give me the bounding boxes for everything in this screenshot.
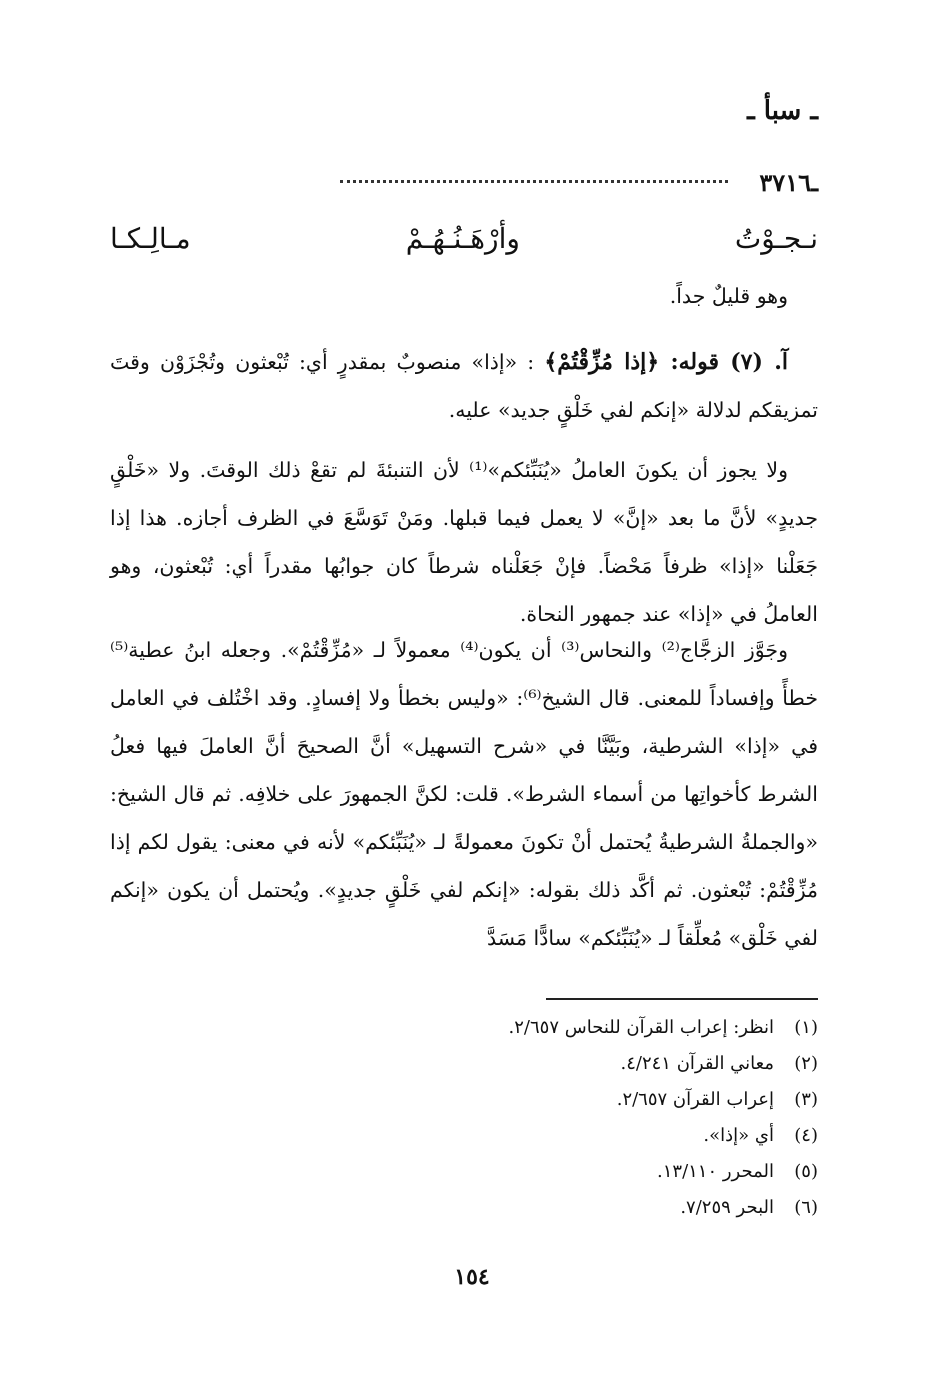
- surah-header: ـ سبأ ـ: [747, 96, 818, 126]
- footnote-text: انظر: إعراب القرآن للنحاس ٢/٦٥٧.: [508, 1017, 774, 1038]
- footnote-1: [298, 1010, 818, 1046]
- footnote-text: أي «إذا».: [703, 1125, 774, 1146]
- poem-word-3: مـالِـكـا: [110, 221, 191, 255]
- footnote-divider: [546, 998, 818, 1000]
- paragraph-seven-rest: : «إذا» منصوبٌ بمقدرٍ أي: تُبْعثون وتُجْزَوْن وقتَ تمزيقكم لدلالة «إنكم لفي خَلْقٍ جديد» عليه.: [110, 350, 818, 422]
- footnote-text: البحر ٧/٢٥٩.: [680, 1197, 774, 1218]
- paragraph-seven: [110, 338, 818, 434]
- paragraph-intro: [110, 272, 818, 320]
- verse-number: ـ٣٧١٦: [759, 168, 818, 197]
- footnote-text: معاني القرآن ٤/٢٤١.: [620, 1053, 774, 1074]
- paragraph-intro-text: وهو قليلٌ جداً.: [669, 284, 788, 308]
- footnote-3: [298, 1082, 818, 1118]
- footnote-6: [298, 1190, 818, 1226]
- poem-line: [110, 218, 818, 258]
- footnote-number: (١): [794, 1017, 818, 1038]
- poem-word-2: وأرْهَـنُـهُـمْ: [405, 221, 520, 255]
- page-number: ١٥٤: [454, 1264, 490, 1290]
- poem-word-1: نـجـوْتُ: [734, 221, 818, 255]
- footnote-number: (٥): [794, 1161, 818, 1182]
- footnote-number: (٣): [794, 1089, 818, 1110]
- footnote-5: [298, 1154, 818, 1190]
- footnote-2: [298, 1046, 818, 1082]
- paragraph-zajjaj: [110, 626, 818, 962]
- verse-line: [340, 168, 818, 206]
- paragraph-seven-text: [110, 338, 818, 434]
- footnotes: [298, 1010, 818, 1226]
- footnote-text: المحرر ١٣/١١٠.: [657, 1161, 774, 1182]
- paragraph-no-jawaz: [110, 446, 818, 638]
- verse-dotted-leader: [340, 180, 728, 183]
- footnote-text: إعراب القرآن ٢/٦٥٧.: [616, 1089, 774, 1110]
- paragraph-zajjaj-text: وجَوَّز الزجَّاج⁽²⁾ والنحاس⁽³⁾ أن يكون⁽⁴⁾ معمولاً لـ «مُزِّقْتُمْ». وجعله ابنُ عطية⁽⁵⁾ خطأً وإفساداً للمعنى. قال الشيخ⁽⁶⁾: «وليس بخطأ ولا إفسادٍ. وقد اخْتُلف في العامل في «إذا» الشرطية، وبَيَّنَّا في «شرح التسهيل» أنَّ الصحيحَ أنَّ العاملَ فيها فعلُ الشرط كأخواتِها من أسماء الشرط». قلت: لكنَّ الجمهورَ على خلافِه. ثم قال الشيخ: «والجملةُ الشرطيةُ يُحتمل أنْ تكونَ معمولةً لـ «يُنَبِّئكم» لأنه في معنى: يقول لكم إذا مُزِّقْتُمْ: تُبْعثون. ثم أكَّد ذلك بقوله: «إنكم لفي خَلْقٍ جديدٍ». ويُحتمل أن يكون «إنكم لفي خَلْق» مُعلِّقاً لـ «يُنَبِّئكم» سادًّا مَسَدَّ: [110, 638, 819, 950]
- paragraph-no-jawaz-text: ولا يجوز أن يكونَ العاملُ «يُنَبِّئكم»⁽¹⁾ لأن التنبئةَ لم تقعْ ذلك الوقتَ. ولا «خَلْقٍ جديدٍ» لأنَّ ما بعد «إنَّ» لا يعمل فيما قبلها. ومَنْ تَوَسَّعَ في الظرف أجازه. هذا إذا جَعَلْنا «إذا» ظرفاً مَحْضاً. فإنْ جَعَلْناه شرطاً كان جوابُها مقدراً أي: تُبْعثون، وهو العاملُ في «إذا» عند جمهور النحاة.: [110, 458, 818, 626]
- footnote-number: (٦): [794, 1197, 818, 1218]
- footnote-number: (٢): [794, 1053, 818, 1074]
- footnote-number: (٤): [794, 1125, 818, 1146]
- footnote-4: [298, 1118, 818, 1154]
- paragraph-seven-lead: آ. (٧) قوله: ﴿إذا مُزِّقْتُمْ﴾: [544, 349, 788, 375]
